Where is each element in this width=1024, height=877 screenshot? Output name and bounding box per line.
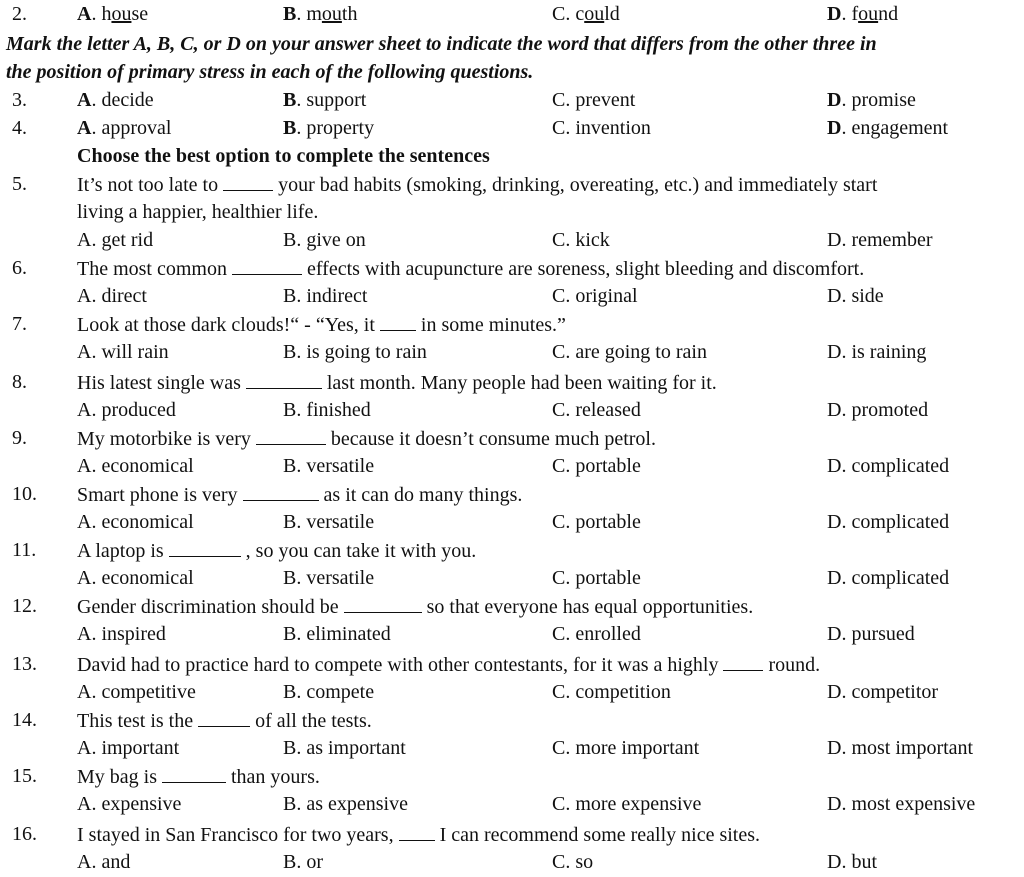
option-b: B. give on <box>283 229 366 251</box>
option-d: D. remember <box>827 229 933 251</box>
option-a: A. approval <box>77 117 172 139</box>
answer-blank <box>223 170 273 191</box>
option-d: D. most expensive <box>827 793 976 815</box>
option-a: A. economical <box>77 511 194 533</box>
option-c: C. enrolled <box>552 623 641 645</box>
answer-blank <box>344 592 422 613</box>
option-c: C. prevent <box>552 89 636 111</box>
option-c: C. so <box>552 851 594 873</box>
option-b: B. finished <box>283 399 371 421</box>
stress-instruction-line1: Mark the letter A, B, C, or D on your answer sheet to indicate the word that differs from the other three in <box>6 33 877 55</box>
answer-blank <box>198 706 250 727</box>
option-d: D. promise <box>827 89 916 111</box>
question-number: 9. <box>12 427 27 449</box>
option-b: B. indirect <box>283 285 368 307</box>
option-a: A. important <box>77 737 180 759</box>
option-b: B. compete <box>283 681 375 703</box>
question-stem: The most common effects with acupuncture are soreness, slight bleeding and discomfort. <box>77 254 864 283</box>
option-b: B. mouth <box>283 3 358 25</box>
option-c: C. portable <box>552 511 641 533</box>
question-number: 13. <box>12 653 37 675</box>
option-d: D. complicated <box>827 455 950 477</box>
option-d: D. complicated <box>827 511 950 533</box>
option-a: A. economical <box>77 455 194 477</box>
question-number: 4. <box>12 117 27 139</box>
option-c: C. more expensive <box>552 793 702 815</box>
option-b: B. versatile <box>283 567 375 589</box>
question-number: 7. <box>12 313 27 335</box>
answer-blank <box>256 424 326 445</box>
option-a: A. produced <box>77 399 176 421</box>
option-a: A. economical <box>77 567 194 589</box>
option-a: A. will rain <box>77 341 169 363</box>
option-a: A. and <box>77 851 131 873</box>
option-d: D. but <box>827 851 877 873</box>
answer-blank <box>169 536 241 557</box>
option-d: D. pursued <box>827 623 915 645</box>
question-number: 12. <box>12 595 37 617</box>
option-c: C. kick <box>552 229 610 251</box>
answer-blank <box>243 480 319 501</box>
question-stem: Look at those dark clouds!“ - “Yes, it in some minutes.” <box>77 310 566 339</box>
question-stem: A laptop is , so you can take it with you. <box>77 536 476 565</box>
question-stem: It’s not too late to your bad habits (smoking, drinking, overeating, etc.) and immediately start <box>77 170 877 199</box>
option-a: A. competitive <box>77 681 196 703</box>
option-c: C. portable <box>552 567 641 589</box>
option-c: C. more important <box>552 737 700 759</box>
option-c: C. original <box>552 285 638 307</box>
question-stem: Gender discrimination should be so that everyone has equal opportunities. <box>77 592 753 621</box>
option-a: A. get rid <box>77 229 154 251</box>
question-number: 14. <box>12 709 37 731</box>
option-c: C. released <box>552 399 641 421</box>
option-d: D. side <box>827 285 884 307</box>
option-b: B. property <box>283 117 375 139</box>
option-b: B. support <box>283 89 367 111</box>
question-number: 11. <box>12 539 37 561</box>
option-a: A. expensive <box>77 793 182 815</box>
question-number: 5. <box>12 173 27 195</box>
answer-blank <box>232 254 302 275</box>
option-b: B. eliminated <box>283 623 391 645</box>
question-stem: I stayed in San Francisco for two years, I can recommend some really nice sites. <box>77 820 760 849</box>
answer-blank <box>399 820 435 841</box>
option-d: D. engagement <box>827 117 949 139</box>
question-stem: This test is the of all the tests. <box>77 706 372 735</box>
option-c: C. invention <box>552 117 651 139</box>
option-c: C. are going to rain <box>552 341 707 363</box>
option-d: D. complicated <box>827 567 950 589</box>
question-stem: His latest single was last month. Many people had been waiting for it. <box>77 368 717 397</box>
option-b: B. or <box>283 851 323 873</box>
question-stem: David had to practice hard to compete with other contestants, for it was a highly round. <box>77 650 820 679</box>
option-b: B. versatile <box>283 511 375 533</box>
answer-blank <box>162 762 226 783</box>
question-number: 3. <box>12 89 27 111</box>
question-number: 15. <box>12 765 37 787</box>
option-b: B. as important <box>283 737 406 759</box>
option-c: C. could <box>552 3 620 25</box>
answer-blank <box>380 310 416 331</box>
option-d: D. competitor <box>827 681 939 703</box>
option-d: D. promoted <box>827 399 929 421</box>
option-b: B. as expensive <box>283 793 408 815</box>
answer-blank <box>246 368 322 389</box>
option-d: D. most important <box>827 737 974 759</box>
option-a: A. decide <box>77 89 154 111</box>
question-stem: My motorbike is very because it doesn’t consume much petrol. <box>77 424 656 453</box>
question-number: 8. <box>12 371 27 393</box>
question-stem: Smart phone is very as it can do many things. <box>77 480 522 509</box>
option-d: D. found <box>827 3 899 25</box>
stress-instruction-line2: the position of primary stress in each of the following questions. <box>6 61 534 83</box>
question-number: 16. <box>12 823 37 845</box>
question-number: 6. <box>12 257 27 279</box>
option-b: B. versatile <box>283 455 375 477</box>
option-b: B. is going to rain <box>283 341 427 363</box>
question-stem-line2: living a happier, healthier life. <box>77 201 319 223</box>
option-c: C. portable <box>552 455 641 477</box>
question-number: 2. <box>12 3 27 25</box>
option-d: D. is raining <box>827 341 927 363</box>
question-stem: My bag is than yours. <box>77 762 320 791</box>
question-number: 10. <box>12 483 37 505</box>
section-title: Choose the best option to complete the sentences <box>77 145 490 167</box>
option-a: A. inspired <box>77 623 166 645</box>
option-a: A. direct <box>77 285 147 307</box>
option-c: C. competition <box>552 681 671 703</box>
answer-blank <box>723 650 763 671</box>
option-a: A. house <box>77 3 149 25</box>
